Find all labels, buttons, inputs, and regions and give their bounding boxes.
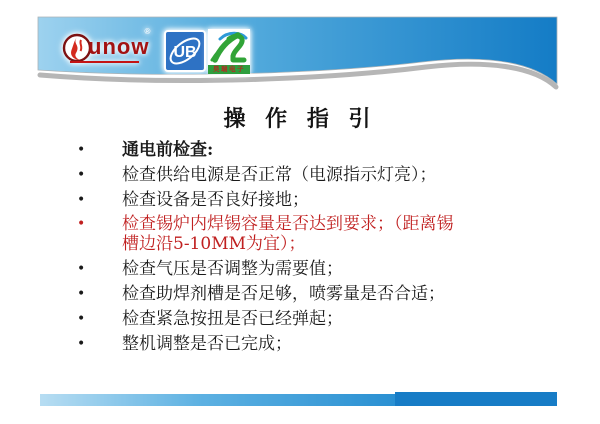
bullet-text: 检查锡炉内焊锡容量是否达到要求；（距离锡槽边沿5-10MM为宜）；	[122, 214, 454, 255]
haorui-caption: 昊瑞电子	[208, 65, 250, 74]
bullet-icon: •	[77, 335, 86, 352]
list-item	[72, 190, 532, 210]
bottom-bar-gradient	[40, 394, 395, 406]
bullet-icon: •	[77, 285, 86, 302]
logo-haorui	[208, 29, 250, 74]
list-item	[72, 334, 532, 354]
list-item	[72, 259, 532, 279]
list-item	[72, 214, 532, 254]
bullet-icon: •	[77, 310, 86, 327]
bullet-text: 检查紧急按扭是否已经弹起；	[122, 308, 343, 329]
cunow-underline	[70, 61, 139, 64]
bullet-icon: •	[77, 216, 86, 233]
bottom-bar-solid	[395, 392, 557, 406]
ub-letters: UB	[173, 44, 197, 61]
checklist	[72, 140, 532, 358]
bullet-text: 检查供给电源是否正常（电源指示灯亮）；	[122, 164, 437, 185]
list-item	[72, 165, 532, 185]
registered-trademark-icon: ®	[144, 27, 151, 36]
bullet-icon: •	[77, 142, 86, 158]
list-item	[72, 284, 532, 304]
bullet-icon: •	[77, 261, 86, 278]
ub-orbit-icon	[166, 32, 204, 70]
bullet-text: 整机调整是否已完成；	[122, 333, 292, 354]
bullet-icon: •	[77, 166, 86, 183]
page-title: 操 作 指 引	[223, 106, 377, 132]
bullet-text: 检查设备是否良好接地；	[122, 189, 309, 210]
bullet-text: 检查助焊剂槽是否足够，喷雾量是否合适；	[122, 283, 445, 304]
list-item	[72, 309, 532, 329]
logo-ub	[164, 30, 206, 72]
logo-cunow	[60, 27, 151, 64]
bullet-icon: •	[77, 191, 86, 208]
bullet-text: 检查气压是否调整为需要值；	[122, 259, 343, 280]
cunow-wordmark: unow	[88, 34, 150, 59]
haorui-glyph-icon	[208, 29, 250, 65]
list-item	[72, 140, 532, 160]
bullet-text: 通电前检查:	[122, 140, 214, 160]
